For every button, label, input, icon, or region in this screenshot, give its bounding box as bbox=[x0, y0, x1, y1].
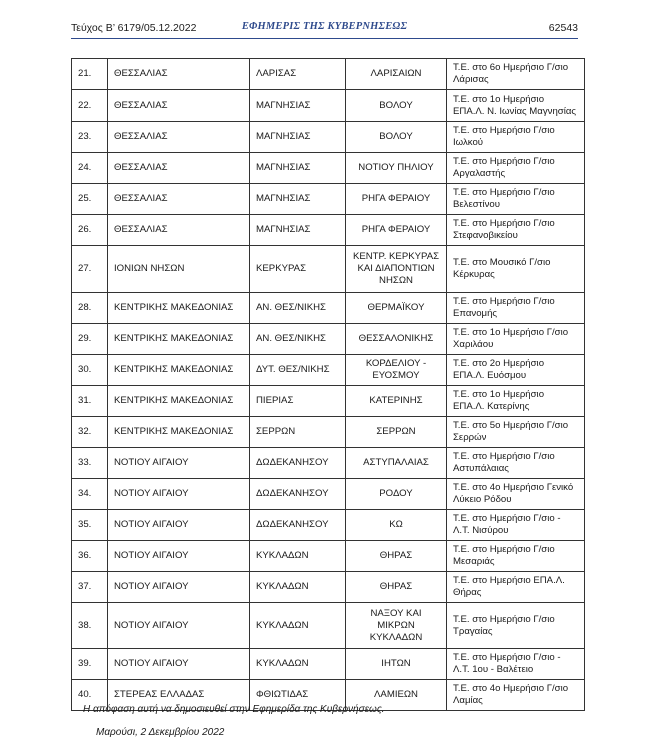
regional-unit-cell: ΚΥΚΛΑΔΩΝ bbox=[250, 649, 346, 680]
table-row bbox=[72, 510, 585, 541]
region-cell: ΚΕΝΤΡΙΚΗΣ ΜΑΚΕΔΟΝΙΑΣ bbox=[108, 293, 250, 324]
table-row bbox=[72, 355, 585, 386]
page-number: 62543 bbox=[548, 22, 578, 34]
unit-note-cell: Τ.Ε. στο Ημερήσιο Γ/σιο - Λ.Τ. Νισύρου bbox=[447, 510, 585, 541]
row-number: 34. bbox=[72, 479, 108, 510]
row-number: 32. bbox=[72, 417, 108, 448]
region-cell: ΝΟΤΙΟΥ ΑΙΓΑΙΟΥ bbox=[108, 479, 250, 510]
page-header bbox=[71, 22, 578, 36]
unit-note-cell: Τ.Ε. στο 1ο Ημερήσιο ΕΠΑ.Λ. Ν. Ιωνίας Μαγνησίας bbox=[447, 90, 585, 122]
table-row bbox=[72, 324, 585, 355]
municipality-cell: ΚΟΡΔΕΛΙΟΥ - ΕΥΟΣΜΟΥ bbox=[346, 355, 447, 386]
region-cell: ΘΕΣΣΑΛΙΑΣ bbox=[108, 59, 250, 90]
municipality-cell: ΛΑΜΙΕΩΝ bbox=[346, 680, 447, 711]
unit-note-cell: Τ.Ε. στο Ημερήσιο Γ/σιο - Λ.Τ. 1ου - Βαλέτειο bbox=[447, 649, 585, 680]
table-row bbox=[72, 603, 585, 649]
unit-note-cell: Τ.Ε. στο Ημερήσιο Γ/σιο Μεσαριάς bbox=[447, 541, 585, 572]
region-cell: ΝΟΤΙΟΥ ΑΙΓΑΙΟΥ bbox=[108, 572, 250, 603]
row-number: 40. bbox=[72, 680, 108, 711]
region-cell: ΚΕΝΤΡΙΚΗΣ ΜΑΚΕΔΟΝΙΑΣ bbox=[108, 386, 250, 417]
region-cell: ΣΤΕΡΕΑΣ ΕΛΛΑΔΑΣ bbox=[108, 680, 250, 711]
unit-note-cell: Τ.Ε. στο 1ο Ημερήσιο ΕΠΑ.Λ. Κατερίνης bbox=[447, 386, 585, 417]
regional-unit-cell: ΚΕΡΚΥΡΑΣ bbox=[250, 246, 346, 293]
municipality-cell: ΙΗΤΩΝ bbox=[346, 649, 447, 680]
regional-unit-cell: ΜΑΓΝΗΣΙΑΣ bbox=[250, 90, 346, 122]
region-cell: ΝΟΤΙΟΥ ΑΙΓΑΙΟΥ bbox=[108, 649, 250, 680]
row-number: 22. bbox=[72, 90, 108, 122]
unit-note-cell: Τ.Ε. στο Ημερήσιο Γ/σιο Βελεστίνου bbox=[447, 184, 585, 215]
row-number: 38. bbox=[72, 603, 108, 649]
table-row bbox=[72, 448, 585, 479]
unit-note-cell: Τ.Ε. στο Ημερήσιο Γ/σιο Ιωλκού bbox=[447, 122, 585, 153]
region-cell: ΘΕΣΣΑΛΙΑΣ bbox=[108, 153, 250, 184]
unit-note-cell: Τ.Ε. στο 2ο Ημερήσιο ΕΠΑ.Λ. Ευόσμου bbox=[447, 355, 585, 386]
header-divider bbox=[71, 38, 578, 39]
regional-unit-cell: ΚΥΚΛΑΔΩΝ bbox=[250, 541, 346, 572]
row-number: 31. bbox=[72, 386, 108, 417]
table-row bbox=[72, 293, 585, 324]
municipality-cell: ΒΟΛΟΥ bbox=[346, 90, 447, 122]
regional-unit-cell: ΚΥΚΛΑΔΩΝ bbox=[250, 572, 346, 603]
regional-unit-cell: ΚΥΚΛΑΔΩΝ bbox=[250, 603, 346, 649]
row-number: 39. bbox=[72, 649, 108, 680]
table-row bbox=[72, 59, 585, 90]
municipality-cell: ΚΩ bbox=[346, 510, 447, 541]
row-number: 37. bbox=[72, 572, 108, 603]
region-cell: ΚΕΝΤΡΙΚΗΣ ΜΑΚΕΔΟΝΙΑΣ bbox=[108, 355, 250, 386]
table-row bbox=[72, 215, 585, 246]
region-cell: ΘΕΣΣΑΛΙΑΣ bbox=[108, 122, 250, 153]
unit-note-cell: Τ.Ε. στο Ημερήσιο Γ/σιο Τραγαίας bbox=[447, 603, 585, 649]
municipality-cell: ΑΣΤΥΠΑΛΑΙΑΣ bbox=[346, 448, 447, 479]
region-cell: ΘΕΣΣΑΛΙΑΣ bbox=[108, 184, 250, 215]
issue-number: Τεύχος Β’ 6179/05.12.2022 bbox=[71, 22, 197, 34]
table-row bbox=[72, 479, 585, 510]
region-cell: ΙΟΝΙΩΝ ΝΗΣΩΝ bbox=[108, 246, 250, 293]
unit-note-cell: Τ.Ε. στο Ημερήσιο ΕΠΑ.Λ. Θήρας bbox=[447, 572, 585, 603]
unit-note-cell: Τ.Ε. στο 5ο Ημερήσιο Γ/σιο Σερρών bbox=[447, 417, 585, 448]
table-row bbox=[72, 572, 585, 603]
publication-note: Η απόφαση αυτή να δημοσιευθεί στην Εφημερίδα της Κυβερνήσεως. bbox=[83, 704, 385, 715]
row-number: 23. bbox=[72, 122, 108, 153]
municipality-cell: ΝΟΤΙΟΥ ΠΗΛΙΟΥ bbox=[346, 153, 447, 184]
regional-unit-cell: ΜΑΓΝΗΣΙΑΣ bbox=[250, 215, 346, 246]
region-cell: ΚΕΝΤΡΙΚΗΣ ΜΑΚΕΔΟΝΙΑΣ bbox=[108, 417, 250, 448]
region-cell: ΝΟΤΙΟΥ ΑΙΓΑΙΟΥ bbox=[108, 603, 250, 649]
table-row bbox=[72, 649, 585, 680]
row-number: 35. bbox=[72, 510, 108, 541]
table-row bbox=[72, 417, 585, 448]
row-number: 30. bbox=[72, 355, 108, 386]
municipality-cell: ΚΕΝΤΡ. ΚΕΡΚΥΡΑΣ ΚΑΙ ΔΙΑΠΟΝΤΙΩΝ ΝΗΣΩΝ bbox=[346, 246, 447, 293]
municipality-cell: ΝΑΞΟΥ ΚΑΙ ΜΙΚΡΩΝ ΚΥΚΛΑΔΩΝ bbox=[346, 603, 447, 649]
regional-unit-cell: ΦΘΙΩΤΙΔΑΣ bbox=[250, 680, 346, 711]
unit-note-cell: Τ.Ε. στο 4ο Ημερήσιο Γ/σιο Λαμίας bbox=[447, 680, 585, 711]
municipality-cell: ΘΗΡΑΣ bbox=[346, 541, 447, 572]
regional-unit-cell: ΣΕΡΡΩΝ bbox=[250, 417, 346, 448]
region-cell: ΝΟΤΙΟΥ ΑΙΓΑΙΟΥ bbox=[108, 510, 250, 541]
row-number: 29. bbox=[72, 324, 108, 355]
unit-note-cell: Τ.Ε. στο 4ο Ημερήσιο Γενικό Λύκειο Ρόδου bbox=[447, 479, 585, 510]
unit-note-cell: Τ.Ε. στο 6ο Ημερήσιο Γ/σιο Λάρισας bbox=[447, 59, 585, 90]
municipality-cell: ΣΕΡΡΩΝ bbox=[346, 417, 447, 448]
region-cell: ΝΟΤΙΟΥ ΑΙΓΑΙΟΥ bbox=[108, 448, 250, 479]
regional-unit-cell: ΔΥΤ. ΘΕΣ/ΝΙΚΗΣ bbox=[250, 355, 346, 386]
row-number: 28. bbox=[72, 293, 108, 324]
unit-note-cell: Τ.Ε. στο Ημερήσιο Γ/σιο Στεφανοβικείου bbox=[447, 215, 585, 246]
row-number: 26. bbox=[72, 215, 108, 246]
regional-unit-cell: ΠΙΕΡΙΑΣ bbox=[250, 386, 346, 417]
regional-unit-cell: ΜΑΓΝΗΣΙΑΣ bbox=[250, 184, 346, 215]
municipality-cell: ΡΗΓΑ ΦΕΡΑΙΟΥ bbox=[346, 215, 447, 246]
table-row bbox=[72, 246, 585, 293]
unit-note-cell: Τ.Ε. στο 1ο Ημερήσιο Γ/σιο Χαριλάου bbox=[447, 324, 585, 355]
row-number: 36. bbox=[72, 541, 108, 572]
schools-table bbox=[71, 58, 585, 711]
regional-unit-cell: ΔΩΔΕΚΑΝΗΣΟΥ bbox=[250, 479, 346, 510]
municipality-cell: ΡΗΓΑ ΦΕΡΑΙΟΥ bbox=[346, 184, 447, 215]
row-number: 27. bbox=[72, 246, 108, 293]
region-cell: ΚΕΝΤΡΙΚΗΣ ΜΑΚΕΔΟΝΙΑΣ bbox=[108, 324, 250, 355]
table-row bbox=[72, 386, 585, 417]
table-row bbox=[72, 184, 585, 215]
region-cell: ΘΕΣΣΑΛΙΑΣ bbox=[108, 90, 250, 122]
table-row bbox=[72, 153, 585, 184]
regional-unit-cell: ΜΑΓΝΗΣΙΑΣ bbox=[250, 153, 346, 184]
row-number: 21. bbox=[72, 59, 108, 90]
municipality-cell: ΡΟΔΟΥ bbox=[346, 479, 447, 510]
table-row bbox=[72, 541, 585, 572]
municipality-cell: ΚΑΤΕΡΙΝΗΣ bbox=[346, 386, 447, 417]
regional-unit-cell: ΑΝ. ΘΕΣ/ΝΙΚΗΣ bbox=[250, 293, 346, 324]
regional-unit-cell: ΔΩΔΕΚΑΝΗΣΟΥ bbox=[250, 448, 346, 479]
place-date: Μαρούσι, 2 Δεκεμβρίου 2022 bbox=[96, 727, 225, 738]
unit-note-cell: Τ.Ε. στο Ημερήσιο Γ/σιο Αστυπάλαιας bbox=[447, 448, 585, 479]
regional-unit-cell: ΑΝ. ΘΕΣ/ΝΙΚΗΣ bbox=[250, 324, 346, 355]
municipality-cell: ΘΕΣΣΑΛΟΝΙΚΗΣ bbox=[346, 324, 447, 355]
municipality-cell: ΒΟΛΟΥ bbox=[346, 122, 447, 153]
regional-unit-cell: ΛΑΡΙΣΑΣ bbox=[250, 59, 346, 90]
regional-unit-cell: ΔΩΔΕΚΑΝΗΣΟΥ bbox=[250, 510, 346, 541]
unit-note-cell: Τ.Ε. στο Μουσικό Γ/σιο Κέρκυρας bbox=[447, 246, 585, 293]
table-row bbox=[72, 90, 585, 122]
unit-note-cell: Τ.Ε. στο Ημερήσιο Γ/σιο Αργαλαστής bbox=[447, 153, 585, 184]
row-number: 33. bbox=[72, 448, 108, 479]
municipality-cell: ΘΕΡΜΑΪΚΟΥ bbox=[346, 293, 447, 324]
regional-unit-cell: ΜΑΓΝΗΣΙΑΣ bbox=[250, 122, 346, 153]
row-number: 25. bbox=[72, 184, 108, 215]
row-number: 24. bbox=[72, 153, 108, 184]
municipality-cell: ΛΑΡΙΣΑΙΩΝ bbox=[346, 59, 447, 90]
region-cell: ΘΕΣΣΑΛΙΑΣ bbox=[108, 215, 250, 246]
unit-note-cell: Τ.Ε. στο Ημερήσιο Γ/σιο Επανομής bbox=[447, 293, 585, 324]
table-row bbox=[72, 122, 585, 153]
region-cell: ΝΟΤΙΟΥ ΑΙΓΑΙΟΥ bbox=[108, 541, 250, 572]
municipality-cell: ΘΗΡΑΣ bbox=[346, 572, 447, 603]
newspaper-title: ΕΦΗΜΕΡΙΣ ΤΗΣ ΚΥΒΕΡΝΗΣΕΩΣ bbox=[241, 21, 408, 32]
